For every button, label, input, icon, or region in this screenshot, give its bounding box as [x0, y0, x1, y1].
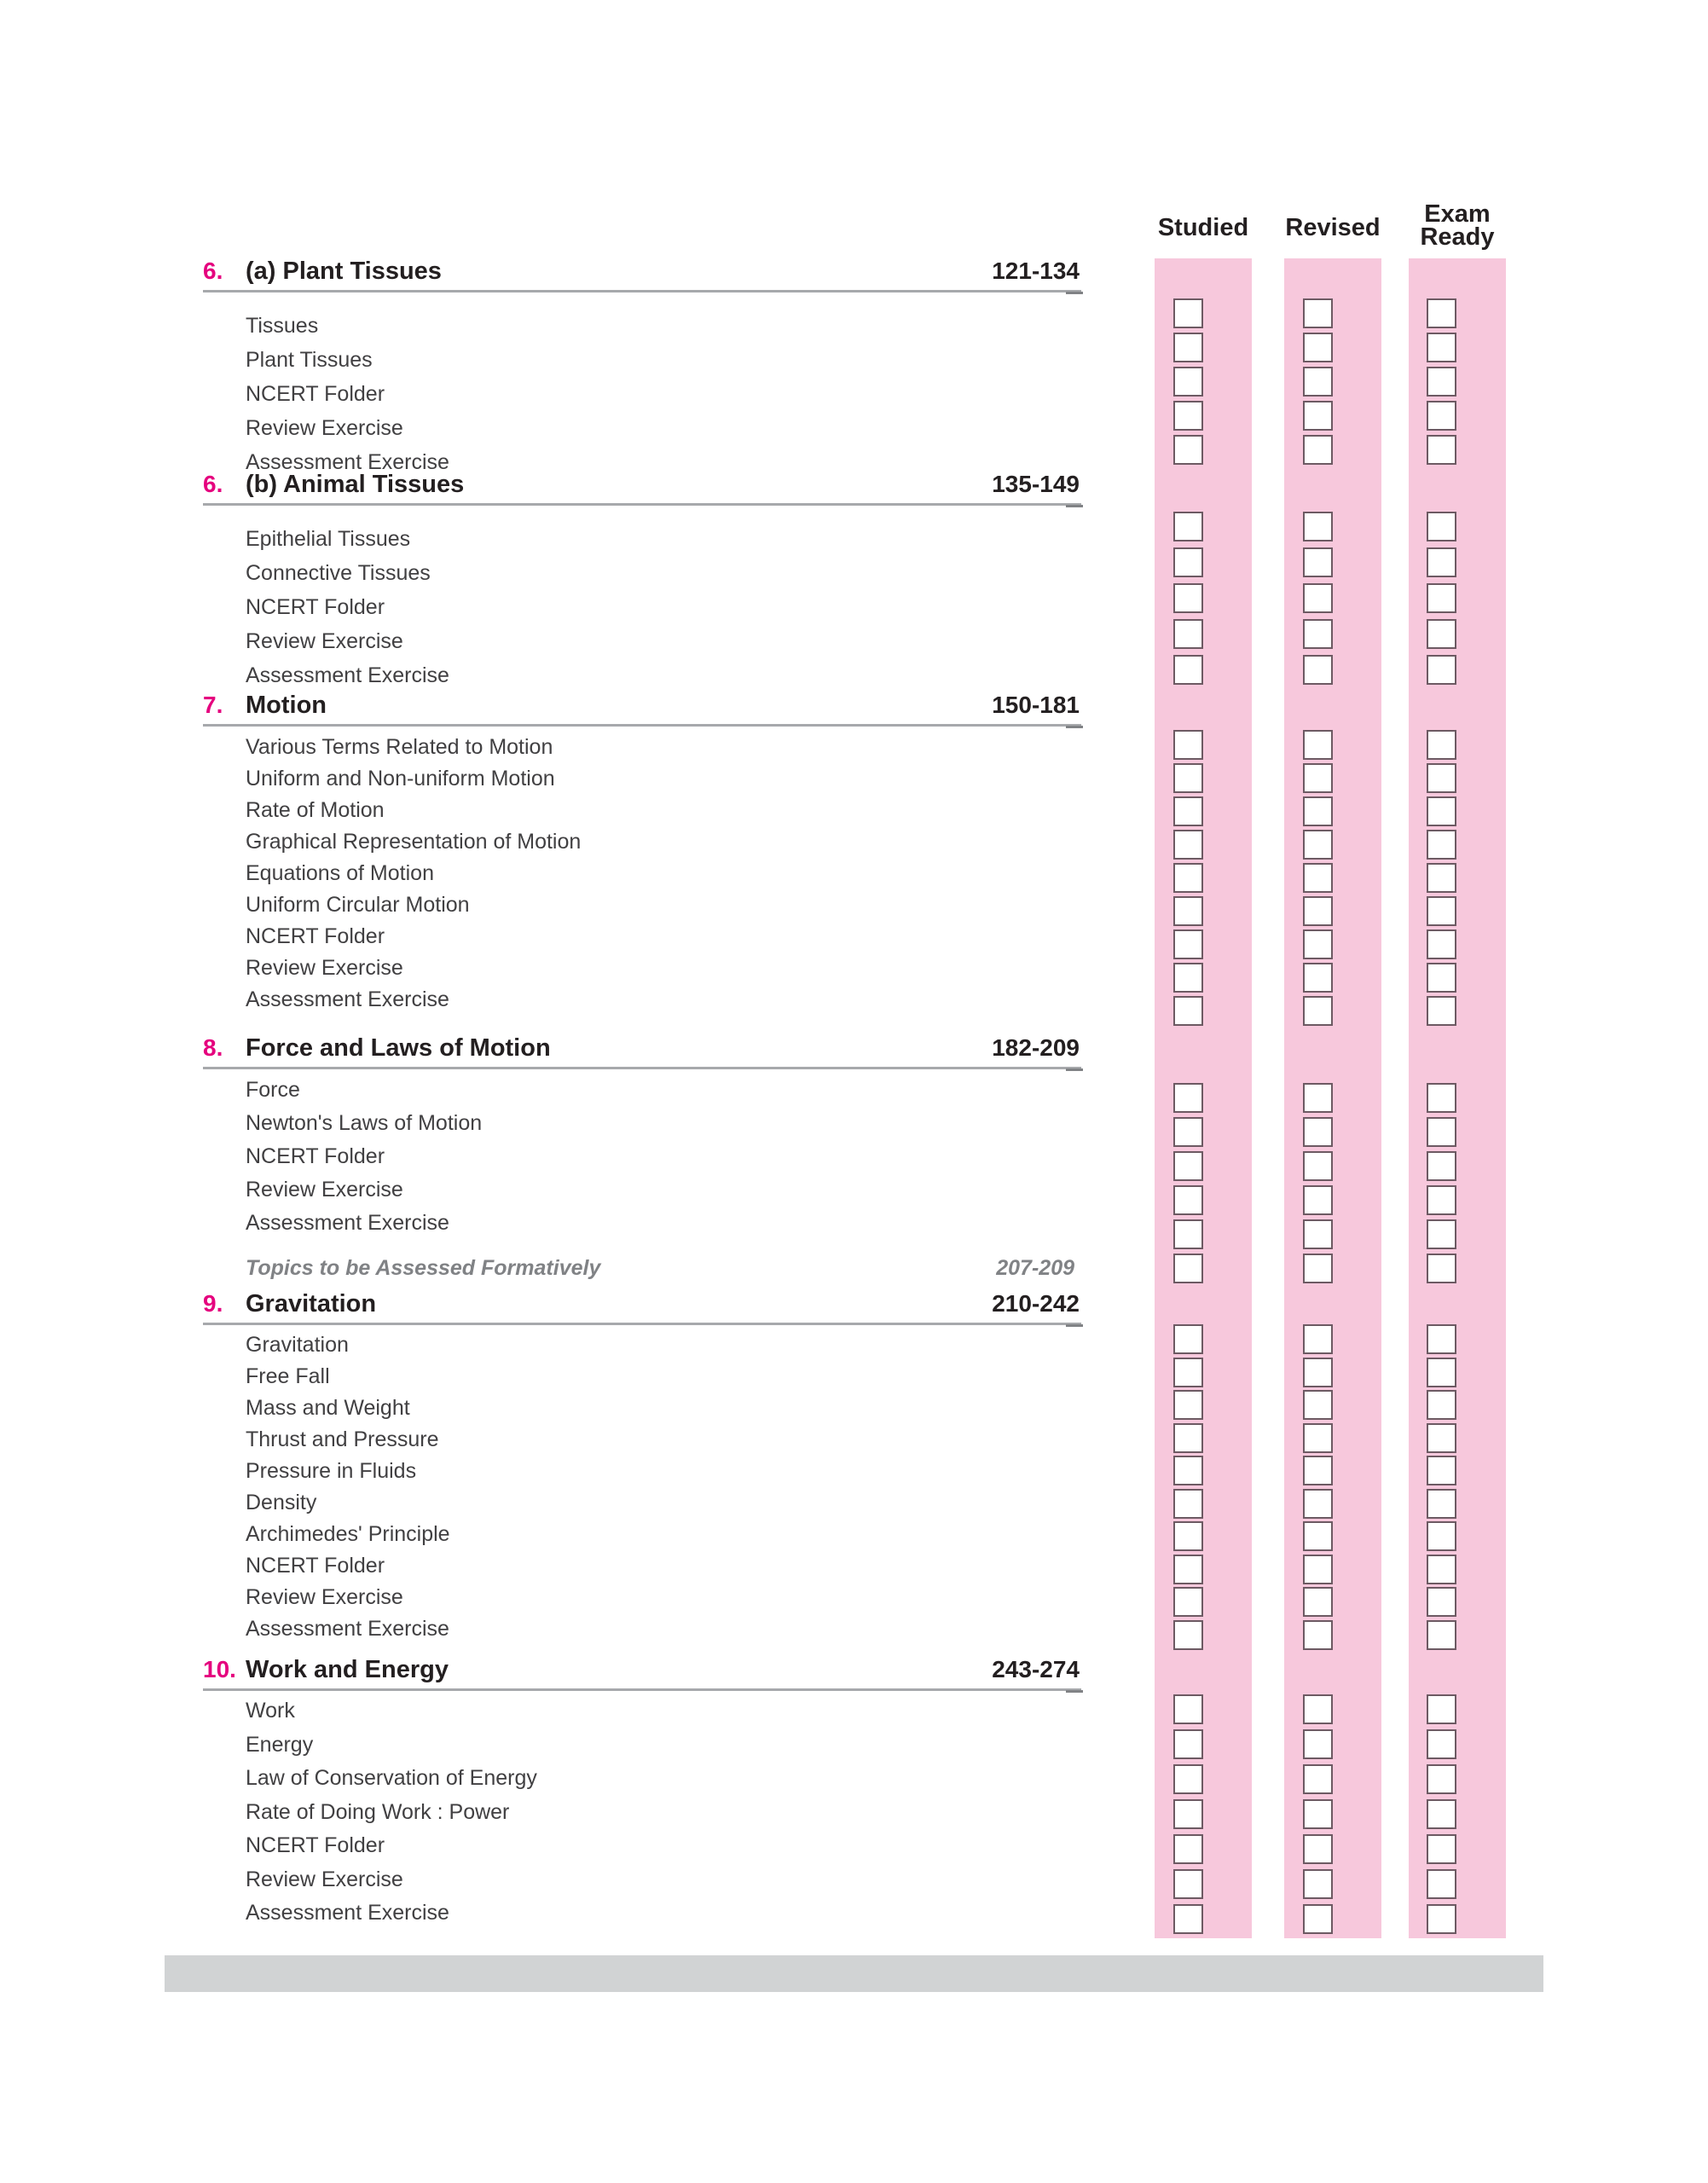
chapter-number: 8.: [203, 1034, 223, 1061]
checkbox-revised[interactable]: [1303, 1151, 1333, 1181]
checkbox-revised[interactable]: [1303, 655, 1333, 685]
chapter-divider-tab: [1066, 292, 1083, 294]
checkbox-studied[interactable]: [1173, 1423, 1203, 1453]
checkbox-revised[interactable]: [1303, 1694, 1333, 1724]
column-header-exam-ready: [1389, 200, 1526, 251]
checkbox-exam-ready[interactable]: [1427, 963, 1456, 993]
checkbox-exam-ready[interactable]: [1427, 1151, 1456, 1181]
topic-item: Various Terms Related to Motion: [246, 735, 553, 759]
checkbox-revised[interactable]: [1303, 1869, 1333, 1899]
checkbox-studied[interactable]: [1173, 1390, 1203, 1420]
topic-item: Assessment Exercise: [246, 1211, 449, 1235]
checkbox-studied[interactable]: [1173, 1083, 1203, 1113]
topic-item: Review Exercise: [246, 956, 403, 980]
chapter-divider-tab: [1066, 1690, 1083, 1693]
footer-bar: [165, 1955, 1543, 1992]
checkbox-revised[interactable]: [1303, 1799, 1333, 1829]
checkbox-exam-ready[interactable]: [1427, 1904, 1456, 1934]
chapter-title: (a) Plant Tissues: [246, 258, 442, 285]
checkbox-exam-ready[interactable]: [1427, 333, 1456, 362]
topic-item: NCERT Folder: [246, 1144, 385, 1168]
checkbox-exam-ready[interactable]: [1427, 1869, 1456, 1899]
topic-item: Rate of Motion: [246, 798, 385, 822]
checkbox-exam-ready[interactable]: [1427, 298, 1456, 328]
chapter-divider-tab: [1066, 1324, 1083, 1327]
revised-column-band: [1284, 258, 1381, 1938]
checkbox-exam-ready[interactable]: [1427, 929, 1456, 959]
checkbox-exam-ready[interactable]: [1427, 583, 1456, 613]
checkbox-revised[interactable]: [1303, 1620, 1333, 1650]
checkbox-revised[interactable]: [1303, 830, 1333, 860]
checkbox-exam-ready[interactable]: [1427, 730, 1456, 760]
chapter-divider-tab: [1066, 726, 1083, 728]
topic-item: NCERT Folder: [246, 595, 385, 619]
checkbox-studied[interactable]: [1173, 1117, 1203, 1147]
checkbox-revised[interactable]: [1303, 1489, 1333, 1519]
checkbox-exam-ready[interactable]: [1427, 1620, 1456, 1650]
chapter-number: 7.: [203, 692, 223, 718]
checkbox-studied[interactable]: [1173, 401, 1203, 431]
topic-item: Pressure in Fluids: [246, 1459, 417, 1483]
checkbox-studied[interactable]: [1173, 1764, 1203, 1794]
checkbox-revised[interactable]: [1303, 333, 1333, 362]
checkbox-studied[interactable]: [1173, 333, 1203, 362]
checkbox-exam-ready[interactable]: [1427, 896, 1456, 926]
checkbox-exam-ready[interactable]: [1427, 512, 1456, 541]
checkbox-exam-ready[interactable]: [1427, 547, 1456, 577]
checkbox-studied[interactable]: [1173, 830, 1203, 860]
checkbox-studied[interactable]: [1173, 929, 1203, 959]
checkbox-studied[interactable]: [1173, 730, 1203, 760]
checkbox-revised[interactable]: [1303, 512, 1333, 541]
formative-page-range: 207-209: [996, 1256, 1074, 1280]
checkbox-studied[interactable]: [1173, 1151, 1203, 1181]
checkbox-studied[interactable]: [1173, 1620, 1203, 1650]
checkbox-exam-ready[interactable]: [1427, 655, 1456, 685]
checkbox-studied[interactable]: [1173, 1555, 1203, 1584]
checkbox-revised[interactable]: [1303, 730, 1333, 760]
chapter-divider: [203, 1067, 1081, 1069]
topic-item: Law of Conservation of Energy: [246, 1766, 537, 1790]
checkbox-studied[interactable]: [1173, 1324, 1203, 1354]
checkbox-revised[interactable]: [1303, 583, 1333, 613]
checkbox-exam-ready[interactable]: [1427, 796, 1456, 826]
studied-column-band: [1155, 258, 1252, 1938]
topic-item: Work: [246, 1699, 295, 1723]
checkbox-revised[interactable]: [1303, 929, 1333, 959]
chapter-page-range: 150-181: [992, 692, 1080, 718]
checkbox-studied[interactable]: [1173, 298, 1203, 328]
checkbox-exam-ready[interactable]: [1427, 1117, 1456, 1147]
topic-item: Assessment Exercise: [246, 1901, 449, 1925]
checkbox-exam-ready[interactable]: [1427, 401, 1456, 431]
checkbox-exam-ready[interactable]: [1427, 1254, 1456, 1283]
checkbox-exam-ready[interactable]: [1427, 1324, 1456, 1354]
checkbox-revised[interactable]: [1303, 1764, 1333, 1794]
checkbox-exam-ready[interactable]: [1427, 763, 1456, 793]
topic-item: Uniform and Non-uniform Motion: [246, 767, 555, 790]
checkbox-studied[interactable]: [1173, 1799, 1203, 1829]
checkbox-revised[interactable]: [1303, 1555, 1333, 1584]
checkbox-studied[interactable]: [1173, 1694, 1203, 1724]
checkbox-studied[interactable]: [1173, 1489, 1203, 1519]
checkbox-exam-ready[interactable]: [1427, 1185, 1456, 1215]
checkbox-revised[interactable]: [1303, 1324, 1333, 1354]
checkbox-revised[interactable]: [1303, 763, 1333, 793]
checkbox-studied[interactable]: [1173, 1869, 1203, 1899]
topic-item: Epithelial Tissues: [246, 527, 411, 551]
topic-item: NCERT Folder: [246, 924, 385, 948]
checkbox-revised[interactable]: [1303, 1219, 1333, 1249]
checkbox-revised[interactable]: [1303, 1083, 1333, 1113]
checkbox-studied[interactable]: [1173, 763, 1203, 793]
chapter-divider: [203, 1323, 1081, 1325]
checkbox-exam-ready[interactable]: [1427, 1423, 1456, 1453]
checkbox-exam-ready[interactable]: [1427, 996, 1456, 1026]
checkbox-studied[interactable]: [1173, 996, 1203, 1026]
chapter-number: 10.: [203, 1656, 236, 1682]
checkbox-exam-ready[interactable]: [1427, 1555, 1456, 1584]
checkbox-studied[interactable]: [1173, 863, 1203, 893]
column-header-revised: Revised: [1285, 214, 1381, 241]
checkbox-studied[interactable]: [1173, 1185, 1203, 1215]
topic-item: Density: [246, 1491, 317, 1514]
checkbox-exam-ready[interactable]: [1427, 1358, 1456, 1387]
chapter-divider: [203, 290, 1081, 292]
chapter-title: Force and Laws of Motion: [246, 1034, 551, 1062]
chapter-title: Work and Energy: [246, 1656, 449, 1683]
checkbox-revised[interactable]: [1303, 996, 1333, 1026]
checkbox-exam-ready[interactable]: [1427, 1390, 1456, 1420]
topic-item: Review Exercise: [246, 1178, 403, 1202]
topic-item: Rate of Doing Work : Power: [246, 1799, 510, 1824]
checkbox-exam-ready[interactable]: [1427, 1456, 1456, 1485]
topic-item: Plant Tissues: [246, 348, 373, 372]
checkbox-studied[interactable]: [1173, 367, 1203, 397]
checkbox-exam-ready[interactable]: [1427, 1694, 1456, 1724]
topic-item: Review Exercise: [246, 1585, 403, 1609]
chapter-divider-tab: [1066, 1068, 1083, 1071]
checkbox-revised[interactable]: [1303, 619, 1333, 649]
topic-item: Assessment Exercise: [246, 987, 449, 1011]
topic-item: Equations of Motion: [246, 861, 434, 885]
checkbox-revised[interactable]: [1303, 1834, 1333, 1864]
chapter-page-range: 135-149: [992, 471, 1080, 497]
checkbox-revised[interactable]: [1303, 547, 1333, 577]
topic-item: Assessment Exercise: [246, 663, 449, 687]
topic-item: NCERT Folder: [246, 1554, 385, 1578]
checkbox-studied[interactable]: [1173, 796, 1203, 826]
chapter-number: 6.: [203, 471, 223, 497]
checkbox-revised[interactable]: [1303, 1904, 1333, 1934]
checkbox-revised[interactable]: [1303, 1185, 1333, 1215]
checkbox-studied[interactable]: [1173, 435, 1203, 465]
topic-item: Assessment Exercise: [246, 450, 449, 474]
chapter-divider-tab: [1066, 505, 1083, 507]
chapter-page-range: 210-242: [992, 1290, 1080, 1317]
chapter-title: (b) Animal Tissues: [246, 471, 465, 498]
checkbox-studied[interactable]: [1173, 1587, 1203, 1617]
checkbox-revised[interactable]: [1303, 1521, 1333, 1551]
checkbox-revised[interactable]: [1303, 1117, 1333, 1147]
checkbox-studied[interactable]: [1173, 1521, 1203, 1551]
topic-item: Thrust and Pressure: [246, 1427, 439, 1451]
topic-item: Archimedes' Principle: [246, 1522, 450, 1546]
chapter-page-range: 121-134: [992, 258, 1080, 284]
checkbox-exam-ready[interactable]: [1427, 367, 1456, 397]
chapter-number: 9.: [203, 1290, 223, 1317]
checkbox-studied[interactable]: [1173, 1254, 1203, 1283]
chapter-title: Gravitation: [246, 1290, 377, 1317]
topic-item: Review Exercise: [246, 416, 403, 440]
chapter-divider: [203, 724, 1081, 727]
topic-item: Review Exercise: [246, 629, 403, 653]
chapter-divider: [203, 1688, 1081, 1691]
chapter-divider: [203, 503, 1081, 506]
checkbox-studied[interactable]: [1173, 619, 1203, 649]
checkbox-exam-ready[interactable]: [1427, 435, 1456, 465]
checkbox-studied[interactable]: [1173, 1219, 1203, 1249]
checkbox-revised[interactable]: [1303, 863, 1333, 893]
checkbox-exam-ready[interactable]: [1427, 1587, 1456, 1617]
checkbox-exam-ready[interactable]: [1427, 1219, 1456, 1249]
checkbox-studied[interactable]: [1173, 1456, 1203, 1485]
topic-item: NCERT Folder: [246, 382, 385, 406]
column-header-exam-ready-line2: Ready: [1420, 223, 1495, 251]
topic-item: Energy: [246, 1732, 314, 1757]
checkbox-studied[interactable]: [1173, 583, 1203, 613]
chapter-number: 6.: [203, 258, 223, 284]
checkbox-revised[interactable]: [1303, 1254, 1333, 1283]
topic-item: NCERT Folder: [246, 1833, 385, 1857]
topic-item: Review Exercise: [246, 1867, 403, 1891]
checkbox-exam-ready[interactable]: [1427, 1764, 1456, 1794]
checkbox-revised[interactable]: [1303, 298, 1333, 328]
checkbox-exam-ready[interactable]: [1427, 1834, 1456, 1864]
checkbox-studied[interactable]: [1173, 963, 1203, 993]
formative-topics-label: Topics to be Assessed Formatively: [246, 1256, 601, 1280]
checkbox-studied[interactable]: [1173, 1358, 1203, 1387]
checkbox-revised[interactable]: [1303, 1587, 1333, 1617]
topic-item: Assessment Exercise: [246, 1617, 449, 1641]
checkbox-studied[interactable]: [1173, 1834, 1203, 1864]
checkbox-revised[interactable]: [1303, 1358, 1333, 1387]
exam-ready-column-band: [1409, 258, 1506, 1938]
checkbox-studied[interactable]: [1173, 1904, 1203, 1934]
checkbox-revised[interactable]: [1303, 963, 1333, 993]
checkbox-exam-ready[interactable]: [1427, 830, 1456, 860]
checkbox-studied[interactable]: [1173, 655, 1203, 685]
checkbox-revised[interactable]: [1303, 367, 1333, 397]
topic-item: Free Fall: [246, 1364, 330, 1388]
checkbox-revised[interactable]: [1303, 896, 1333, 926]
checkbox-studied[interactable]: [1173, 547, 1203, 577]
checkbox-revised[interactable]: [1303, 1456, 1333, 1485]
column-header-studied: Studied: [1157, 214, 1249, 241]
chapter-page-range: 243-274: [992, 1656, 1080, 1682]
checkbox-revised[interactable]: [1303, 1423, 1333, 1453]
topic-item: Graphical Representation of Motion: [246, 830, 582, 854]
chapter-page-range: 182-209: [992, 1034, 1080, 1061]
chapter-title: Motion: [246, 692, 327, 719]
topic-item: Force: [246, 1078, 300, 1102]
checkbox-studied[interactable]: [1173, 896, 1203, 926]
checkbox-exam-ready[interactable]: [1427, 863, 1456, 893]
checkbox-studied[interactable]: [1173, 512, 1203, 541]
checkbox-revised[interactable]: [1303, 796, 1333, 826]
topic-item: Connective Tissues: [246, 561, 431, 585]
checkbox-exam-ready[interactable]: [1427, 619, 1456, 649]
checkbox-exam-ready[interactable]: [1427, 1083, 1456, 1113]
column-header-exam-ready-line1: Exam: [1424, 200, 1491, 228]
checkbox-revised[interactable]: [1303, 1729, 1333, 1759]
checkbox-exam-ready[interactable]: [1427, 1489, 1456, 1519]
checkbox-exam-ready[interactable]: [1427, 1799, 1456, 1829]
checkbox-exam-ready[interactable]: [1427, 1729, 1456, 1759]
topic-item: Newton's Laws of Motion: [246, 1111, 483, 1135]
topic-item: Mass and Weight: [246, 1396, 410, 1420]
checkbox-revised[interactable]: [1303, 401, 1333, 431]
checkbox-revised[interactable]: [1303, 1390, 1333, 1420]
checkbox-studied[interactable]: [1173, 1729, 1203, 1759]
topic-item: Tissues: [246, 314, 319, 338]
topic-item: Gravitation: [246, 1333, 349, 1357]
checkbox-revised[interactable]: [1303, 435, 1333, 465]
topic-item: Uniform Circular Motion: [246, 893, 470, 917]
checkbox-exam-ready[interactable]: [1427, 1521, 1456, 1551]
